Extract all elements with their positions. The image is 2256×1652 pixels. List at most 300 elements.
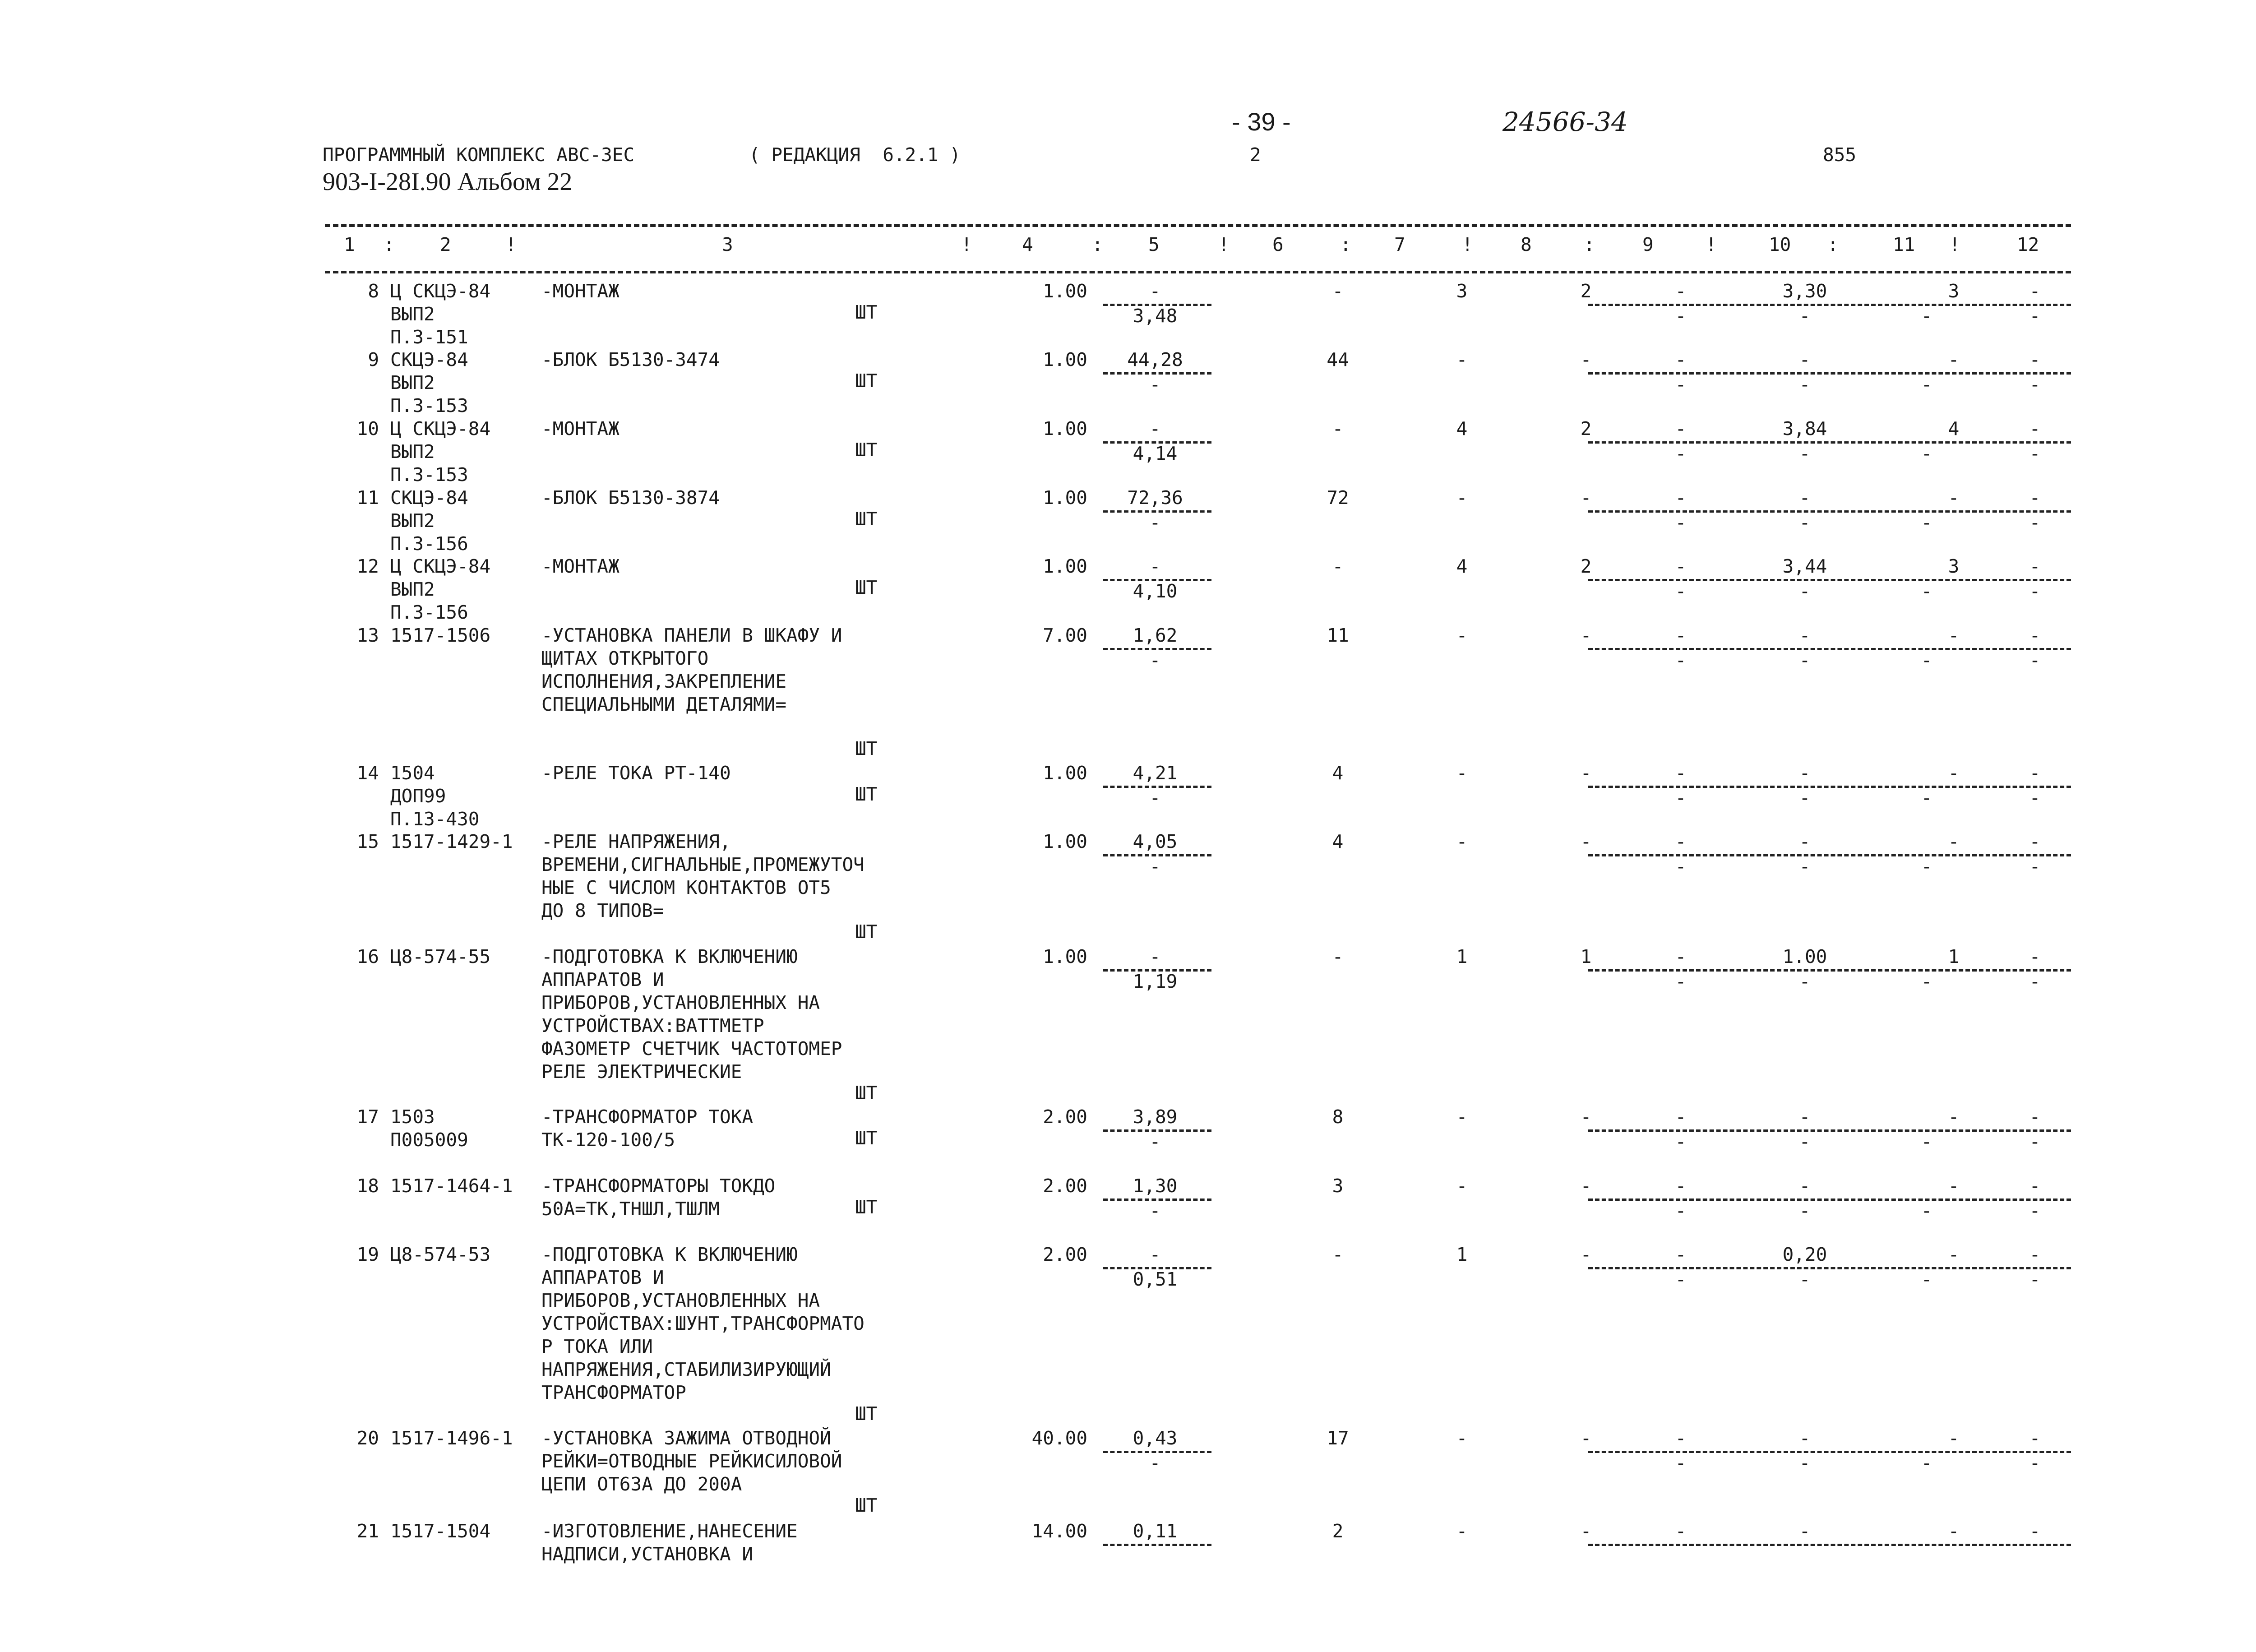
unit-cost: 0,11 [1133,1520,1178,1542]
column-9-sub: - [1675,305,1687,327]
column-10-value: 1.00 [1782,946,1827,967]
column-11-value: - [1948,1427,1960,1449]
item-description: -ТРАНСФОРМАТОРЫ ТОКДО [541,1175,776,1197]
unit-cost: 4,05 [1133,831,1178,852]
quantity: 7.00 [1043,625,1087,646]
column-10-value: - [1799,762,1811,784]
column-7-value: - [1456,831,1468,852]
column-11-sub: - [1921,305,1932,327]
column-11-value: - [1948,1175,1960,1197]
column-separator: ! [1462,234,1473,255]
column-separator: : [384,234,395,255]
column-separator: ! [1949,234,1960,255]
item-description: -МОНТАЖ [541,280,619,302]
item-code: П005009 [390,1129,468,1151]
item-description: ПРИБОРОВ,УСТАНОВЛЕННЫХ НА [541,992,820,1013]
column-9-sub: - [1675,374,1687,395]
item-description: -ИЗГОТОВЛЕНИЕ,НАНЕСЕНИЕ [541,1520,798,1542]
column-11-value: - [1948,1520,1960,1542]
column-8-value: - [1580,1427,1592,1449]
unit-label: ШТ [855,1403,878,1425]
item-code: 1517-1506 [390,625,491,646]
document-code: 24566-34 [1502,106,1628,137]
column-12-sub: - [2029,1200,2041,1222]
column-header-11: 11 [1893,234,1915,255]
column-12-sub: - [2029,787,2041,809]
column-9-value: - [1675,487,1687,509]
column-12-value: - [2029,1520,2041,1542]
column-9-sub: - [1675,580,1687,602]
row-number: 12 [356,555,379,577]
unit-cost: 44,28 [1127,349,1183,370]
cell-underline [1588,648,2071,650]
item-description: 50А=ТК,ТНШЛ,ТШЛМ [541,1198,720,1220]
unit-cost: - [1149,418,1161,440]
cell-underline [1588,969,2071,972]
unit-cost: 0,43 [1133,1427,1178,1449]
unit-cost-secondary: 4,14 [1133,443,1178,464]
column-12-value: - [2029,1427,2041,1449]
row-number: 9 [368,349,379,370]
column-10-sub: - [1799,1268,1811,1290]
item-description: АППАРАТОВ И [541,969,664,990]
item-description: -РЕЛЕ ТОКА РТ-140 [541,762,731,784]
column-10-sub: - [1799,971,1811,992]
column-10-value: - [1799,1427,1811,1449]
column-6-value: - [1332,280,1344,302]
column-12-value: - [2029,831,2041,852]
unit-cost: 1,62 [1133,625,1178,646]
column-9-value: - [1675,946,1687,967]
column-8-value: - [1580,1175,1592,1197]
item-description: ТК-120-100/5 [541,1129,675,1151]
column-7-value: 4 [1456,555,1468,577]
column-10-value: - [1799,1175,1811,1197]
quantity: 1.00 [1043,762,1087,784]
column-10-sub: - [1799,1452,1811,1474]
column-11-sub: - [1921,1452,1932,1474]
item-description: ИСПОЛНЕНИЯ,ЗАКРЕПЛЕНИЕ [541,671,787,692]
column-12-sub: - [2029,580,2041,602]
column-10-sub: - [1799,856,1811,877]
row-number: 10 [356,418,379,440]
column-6-value: 4 [1332,831,1344,852]
column-9-value: - [1675,831,1687,852]
column-8-value: - [1580,349,1592,370]
column-12-sub: - [2029,971,2041,992]
column-6-value: 3 [1332,1175,1344,1197]
column-8-value: - [1580,1106,1592,1128]
column-9-sub: - [1675,512,1687,533]
unit-cost-secondary: 3,48 [1133,305,1178,327]
column-9-value: - [1675,1244,1687,1265]
row-number: 13 [356,625,379,646]
column-12-value: - [2029,418,2041,440]
item-code: Ц СКЦЭ-84 [390,555,491,577]
column-separator: : [1584,234,1595,255]
column-7-value: - [1456,1427,1468,1449]
column-12-sub: - [2029,649,2041,671]
column-11-sub: - [1921,1131,1932,1152]
column-9-value: - [1675,625,1687,646]
column-9-value: - [1675,1427,1687,1449]
unit-cost: 3,89 [1133,1106,1178,1128]
item-code: Ц СКЦЭ-84 [390,418,491,440]
column-12-value: - [2029,1106,2041,1128]
cell-underline [1588,1199,2071,1201]
item-description: -МОНТАЖ [541,418,619,440]
header-top-rule [325,224,2071,227]
column-6-value: - [1332,946,1344,967]
unit-cost: 1,30 [1133,1175,1178,1197]
column-9-sub: - [1675,787,1687,809]
quantity: 1.00 [1043,418,1087,440]
unit-cost-secondary: 1,19 [1133,971,1178,992]
column-9-value: - [1675,349,1687,370]
column-6-value: 8 [1332,1106,1344,1128]
column-10-sub: - [1799,305,1811,327]
column-11-sub: - [1921,374,1932,395]
column-11-sub: - [1921,443,1932,464]
column-10-value: - [1799,349,1811,370]
column-10-sub: - [1799,374,1811,395]
item-description: ЩИТАХ ОТКРЫТОГО [541,648,709,669]
column-11-value: 3 [1948,280,1960,302]
item-description: -РЕЛЕ НАПРЯЖЕНИЯ, [541,831,731,852]
unit-label: ШТ [855,577,878,598]
column-10-value: - [1799,831,1811,852]
column-11-value: 4 [1948,418,1960,440]
cell-underline [1588,1451,2071,1453]
item-description: ФАЗОМЕТР СЧЕТЧИК ЧАСТОТОМЕР [541,1038,842,1060]
cell-underline [1588,1267,2071,1269]
row-number: 21 [356,1520,379,1542]
column-9-sub: - [1675,649,1687,671]
column-header-1: 1 [344,234,355,255]
column-12-value: - [2029,487,2041,509]
item-description: ВРЕМЕНИ,СИГНАЛЬНЫЕ,ПРОМЕЖУТОЧ [541,854,864,875]
item-code: Ц СКЦЭ-84 [390,280,491,302]
item-description: -БЛОК Б5130-3474 [541,349,720,370]
unit-cost-secondary: 4,10 [1133,580,1178,602]
row-number: 20 [356,1427,379,1449]
item-code: 1517-1504 [390,1520,491,1542]
unit-cost: - [1149,946,1161,967]
column-10-value: 0,20 [1782,1244,1827,1265]
column-header-10: 10 [1769,234,1791,255]
row-number: 19 [356,1244,379,1265]
column-10-sub: - [1799,649,1811,671]
item-code: П.3-153 [390,395,468,416]
row-number: 14 [356,762,379,784]
column-11-sub: - [1921,580,1932,602]
column-9-value: - [1675,1175,1687,1197]
item-code: 1503 [390,1106,435,1128]
column-12-value: - [2029,349,2041,370]
item-description: НАПРЯЖЕНИЯ,СТАБИЛИЗИРУЮЩИЙ [541,1359,831,1380]
quantity: 2.00 [1043,1106,1087,1128]
program-title: ПРОГРАММНЫЙ КОМПЛЕКС АВС-3ЕС [323,144,635,166]
column-7-value: - [1456,1175,1468,1197]
unit-label: ШТ [855,738,878,759]
column-7-value: 1 [1456,946,1468,967]
item-description: -ТРАНСФОРМАТОР ТОКА [541,1106,753,1128]
unit-cost: - [1149,280,1161,302]
column-12-sub: - [2029,1452,2041,1474]
column-6-value: 2 [1332,1520,1344,1542]
column-9-value: - [1675,762,1687,784]
column-8-value: - [1580,831,1592,852]
unit-label: ШТ [855,370,878,392]
item-description: ПРИБОРОВ,УСТАНОВЛЕННЫХ НА [541,1290,820,1311]
unit-cost-secondary: - [1149,1452,1161,1474]
quantity: 1.00 [1043,555,1087,577]
column-8-value: - [1580,1244,1592,1265]
column-7-value: 4 [1456,418,1468,440]
item-description: -ПОДГОТОВКА К ВКЛЮЧЕНИЮ [541,946,798,967]
column-6-value: 44 [1327,349,1349,370]
column-8-value: 1 [1580,946,1592,967]
column-separator: ! [1218,234,1230,255]
item-code: П.13-430 [390,808,480,830]
column-separator: : [1092,234,1103,255]
column-header-12: 12 [2017,234,2039,255]
column-7-value: 1 [1456,1244,1468,1265]
item-code: П.3-151 [390,326,468,348]
column-12-value: - [2029,762,2041,784]
item-code: П.3-156 [390,533,468,555]
unit-cost-secondary: - [1149,649,1161,671]
column-6-value: - [1332,418,1344,440]
unit-cost-secondary: - [1149,512,1161,533]
cell-underline [1588,1544,2071,1546]
cell-underline [1588,510,2071,513]
item-code: ВЫП2 [390,372,435,393]
column-6-value: 11 [1327,625,1349,646]
cell-underline [1588,1129,2071,1132]
quantity: 1.00 [1043,349,1087,370]
column-11-value: - [1948,487,1960,509]
column-10-value: - [1799,625,1811,646]
item-description: УСТРОЙСТВАХ:ШУНТ,ТРАНСФОРМАТО [541,1313,864,1334]
column-12-sub: - [2029,1268,2041,1290]
item-code: ВЫП2 [390,510,435,532]
row-number: 18 [356,1175,379,1197]
column-8-value: - [1580,487,1592,509]
column-9-sub: - [1675,1131,1687,1152]
cell-underline [1588,786,2071,788]
column-12-value: - [2029,946,2041,967]
cell-underline [1588,579,2071,581]
item-code: ВЫП2 [390,303,435,325]
row-number: 17 [356,1106,379,1128]
item-code: Ц8-574-55 [390,946,491,967]
column-10-value: 3,30 [1782,280,1827,302]
column-11-sub: - [1921,1268,1932,1290]
column-11-value: - [1948,762,1960,784]
column-11-sub: - [1921,1200,1932,1222]
cell-underline [1588,304,2071,306]
column-7-value: - [1456,762,1468,784]
column-separator: : [1340,234,1351,255]
column-7-value: - [1456,349,1468,370]
item-description: -УСТАНОВКА ПАНЕЛИ В ШКАФУ И [541,625,842,646]
cell-underline [1588,372,2071,375]
column-6-value: 72 [1327,487,1349,509]
column-7-value: - [1456,1520,1468,1542]
item-code: ВЫП2 [390,441,435,463]
column-10-sub: - [1799,443,1811,464]
item-code: П.3-156 [390,602,468,623]
code-855: 855 [1823,144,1857,166]
item-code: 1504 [390,762,435,784]
column-header-4: 4 [1022,234,1033,255]
unit-label: ШТ [855,1196,878,1218]
cell-underline [1588,441,2071,444]
item-code: 1517-1429-1 [390,831,513,852]
column-header-5: 5 [1148,234,1160,255]
album-title: 903-I-28I.90 Альбом 22 [323,168,573,196]
item-description: Р ТОКА ИЛИ [541,1336,653,1357]
column-separator: ! [1706,234,1717,255]
unit-label: ШТ [855,1495,878,1516]
quantity: 14.00 [1031,1520,1087,1542]
unit-cost-secondary: - [1149,374,1161,395]
column-12-value: - [2029,555,2041,577]
quantity: 1.00 [1043,831,1087,852]
column-10-sub: - [1799,787,1811,809]
column-10-value: 3,44 [1782,555,1827,577]
unit-label: ШТ [855,301,878,323]
column-11-value: - [1948,349,1960,370]
unit-label: ШТ [855,1127,878,1149]
item-code: Ц8-574-53 [390,1244,491,1265]
item-description: ТРАНСФОРМАТОР [541,1382,686,1403]
column-10-sub: - [1799,580,1811,602]
column-8-value: - [1580,1520,1592,1542]
column-12-sub: - [2029,512,2041,533]
item-description: РЕЛЕ ЭЛЕКТРИЧЕСКИЕ [541,1061,742,1083]
column-12-value: - [2029,1244,2041,1265]
edition-label: ( РЕДАКЦИЯ 6.2.1 ) [749,144,961,166]
column-12-sub: - [2029,443,2041,464]
column-header-7: 7 [1394,234,1405,255]
column-header-6: 6 [1272,234,1284,255]
column-8-value: - [1580,625,1592,646]
header-bottom-rule [325,271,2071,273]
unit-cost-secondary: - [1149,1131,1161,1152]
column-6-value: 4 [1332,762,1344,784]
unit-cost-secondary: - [1149,856,1161,877]
column-9-sub: - [1675,1200,1687,1222]
column-11-sub: - [1921,512,1932,533]
column-9-sub: - [1675,443,1687,464]
column-11-sub: - [1921,971,1932,992]
column-7-value: - [1456,487,1468,509]
column-9-value: - [1675,1106,1687,1128]
sheet-number: 2 [1250,144,1261,166]
item-description: -МОНТАЖ [541,555,619,577]
column-11-value: - [1948,831,1960,852]
column-12-sub: - [2029,374,2041,395]
column-9-value: - [1675,280,1687,302]
column-header-8: 8 [1521,234,1532,255]
column-header-3: 3 [722,234,733,255]
column-9-value: - [1675,555,1687,577]
item-description: РЕЙКИ=ОТВОДНЫЕ РЕЙКИСИЛОВОЙ [541,1450,842,1472]
unit-label: ШТ [855,1082,878,1104]
item-code: 1517-1496-1 [390,1427,513,1449]
column-9-sub: - [1675,1452,1687,1474]
unit-cost-secondary: - [1149,1200,1161,1222]
column-10-sub: - [1799,512,1811,533]
column-header-9: 9 [1642,234,1654,255]
page-number: - 39 - [1232,107,1291,136]
column-11-value: 1 [1948,946,1960,967]
column-10-sub: - [1799,1131,1811,1152]
quantity: 1.00 [1043,946,1087,967]
column-10-sub: - [1799,1200,1811,1222]
column-9-value: - [1675,418,1687,440]
item-description: УСТРОЙСТВАХ:ВАТТМЕТР [541,1015,764,1037]
column-10-value: - [1799,1106,1811,1128]
column-separator: ! [505,234,517,255]
row-number: 16 [356,946,379,967]
unit-label: ШТ [855,783,878,805]
column-8-value: 2 [1580,418,1592,440]
item-description: ЦЕПИ ОТ63А ДО 200А [541,1473,742,1495]
item-description: АППАРАТОВ И [541,1267,664,1288]
column-12-sub: - [2029,305,2041,327]
quantity: 1.00 [1043,487,1087,509]
unit-cost: - [1149,555,1161,577]
unit-label: ШТ [855,439,878,461]
column-12-value: - [2029,280,2041,302]
unit-cost-secondary: 0,51 [1133,1268,1178,1290]
quantity: 2.00 [1043,1175,1087,1197]
column-11-value: - [1948,1244,1960,1265]
column-6-value: 17 [1327,1427,1349,1449]
column-12-sub: - [2029,1131,2041,1152]
unit-cost: 4,21 [1133,762,1178,784]
item-description: СПЕЦИАЛЬНЫМИ ДЕТАЛЯМИ= [541,694,787,715]
column-header-2: 2 [440,234,451,255]
item-code: П.3-153 [390,464,468,486]
unit-label: ШТ [855,921,878,943]
item-code: 1517-1464-1 [390,1175,513,1197]
column-9-value: - [1675,1520,1687,1542]
column-10-value: 3,84 [1782,418,1827,440]
cell-underline [1103,1544,1211,1546]
unit-cost: 72,36 [1127,487,1183,509]
column-7-value: - [1456,625,1468,646]
column-7-value: 3 [1456,280,1468,302]
column-separator: : [1827,234,1839,255]
quantity: 2.00 [1043,1244,1087,1265]
cell-underline [1588,854,2071,856]
item-description: -БЛОК Б5130-3874 [541,487,720,509]
column-11-value: 3 [1948,555,1960,577]
column-8-value: - [1580,762,1592,784]
quantity: 40.00 [1031,1427,1087,1449]
column-11-sub: - [1921,649,1932,671]
item-code: ДОП99 [390,785,446,807]
item-code: СКЦЭ-84 [390,487,468,509]
row-number: 8 [368,280,379,302]
column-10-value: - [1799,1520,1811,1542]
row-number: 11 [356,487,379,509]
column-7-value: - [1456,1106,1468,1128]
